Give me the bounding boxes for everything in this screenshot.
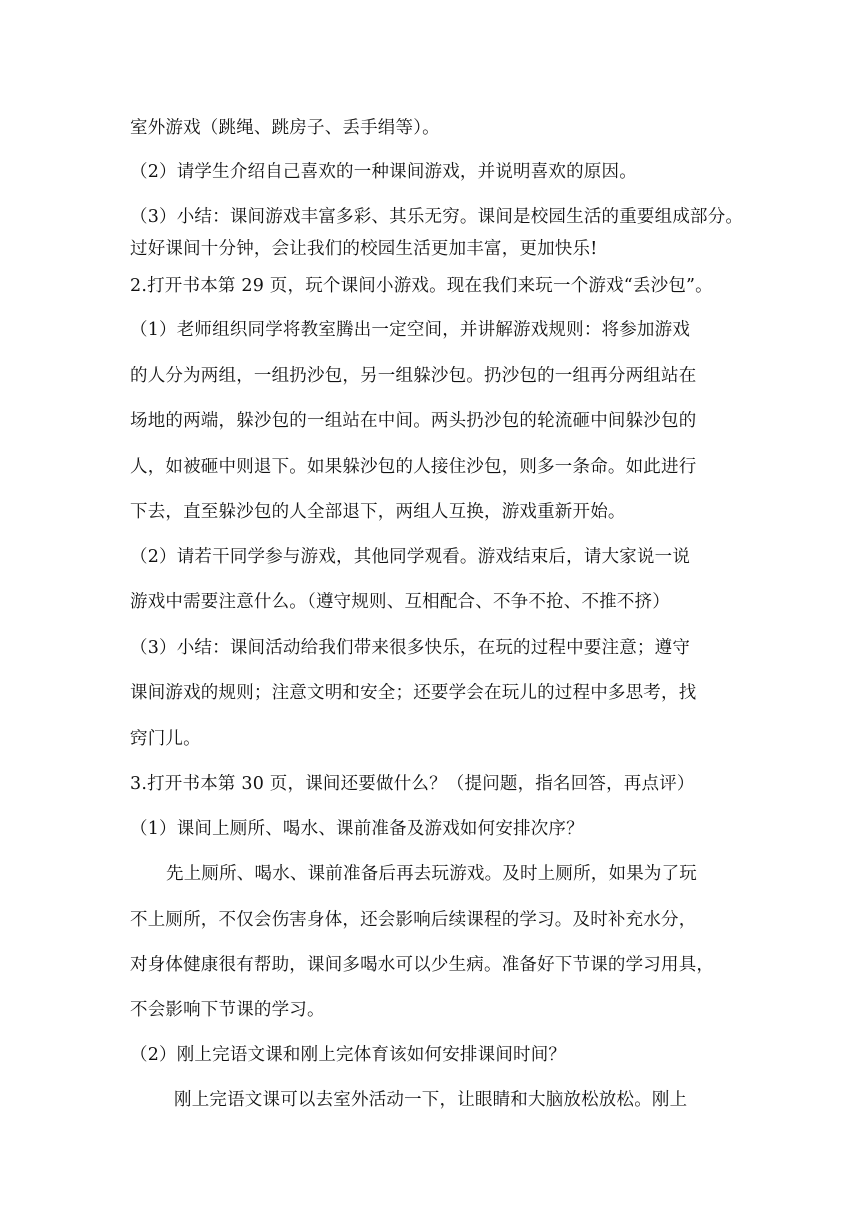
text-line-15: 窍门儿。 [130, 729, 201, 749]
text-line-8: 场地的两端，躲沙包的一组站在中间。两头扔沙包的轮流砸中间躲沙包的 [130, 411, 697, 431]
text-line-5: 2.打开书本第 29 页，玩个课间小游戏。现在我们来玩一个游戏“丢沙包”。 [130, 276, 713, 296]
text-line-13: （3）小结：课间活动给我们带来很多快乐，在玩的过程中要注意；遵守 [130, 638, 691, 658]
text-line-17: （1）课间上厕所、喝水、课前准备及游戏如何安排次序？ [130, 819, 584, 839]
text-line-18: 先上厕所、喝水、课前准备后再去玩游戏。及时上厕所，如果为了玩 [166, 864, 697, 884]
text-line-9: 人，如被砸中则退下。如果躲沙包的人接住沙包，则多一条命。如此进行 [130, 457, 697, 477]
text-line-14: 课间游戏的规则；注意文明和安全；还要学会在玩儿的过程中多思考，找 [130, 683, 697, 703]
text-line-3: （3）小结：课间游戏丰富多彩、其乐无穷。课间是校园生活的重要组成部分。 [130, 207, 744, 227]
text-line-22: （2）刚上完语文课和刚上完体育该如何安排课间时间？ [130, 1045, 567, 1065]
text-line-16: 3.打开书本第 30 页，课间还要做什么？（提问题，指名回答，再点评） [130, 774, 695, 794]
text-line-20: 对身体健康很有帮助，课间多喝水可以少生病。准备好下节课的学习用具， [130, 955, 715, 975]
text-line-10: 下去，直至躲沙包的人全部退下，两组人互换，游戏重新开始。 [130, 502, 626, 522]
text-line-23: 刚上完语文课可以去室外活动一下，让眼睛和大脑放松放松。刚上 [174, 1090, 688, 1110]
text-line-6: （1）老师组织同学将教室腾出一定空间，并讲解游戏规则：将参加游戏 [130, 320, 691, 340]
text-line-4: 过好课间十分钟，会让我们的校园生活更加丰富，更加快乐! [130, 239, 598, 259]
text-line-2: （2）请学生介绍自己喜欢的一种课间游戏，并说明喜欢的原因。 [130, 162, 637, 182]
text-line-12: 游戏中需要注意什么。（遵守规则、互相配合、不争不抢、不推不挤） [130, 592, 670, 612]
text-line-11: （2）请若干同学参与游戏，其他同学观看。游戏结束后，请大家说一说 [130, 547, 691, 567]
text-line-19: 不上厕所，不仅会伤害身体，还会影响后续课程的学习。及时补充水分， [130, 910, 697, 930]
text-line-1: 室外游戏（跳绳、跳房子、丢手绢等）。 [130, 118, 440, 138]
text-line-21: 不会影响下节课的学习。 [130, 1000, 325, 1020]
text-line-7: 的人分为两组，一组扔沙包，另一组躲沙包。扔沙包的一组再分两组站在 [130, 366, 697, 386]
